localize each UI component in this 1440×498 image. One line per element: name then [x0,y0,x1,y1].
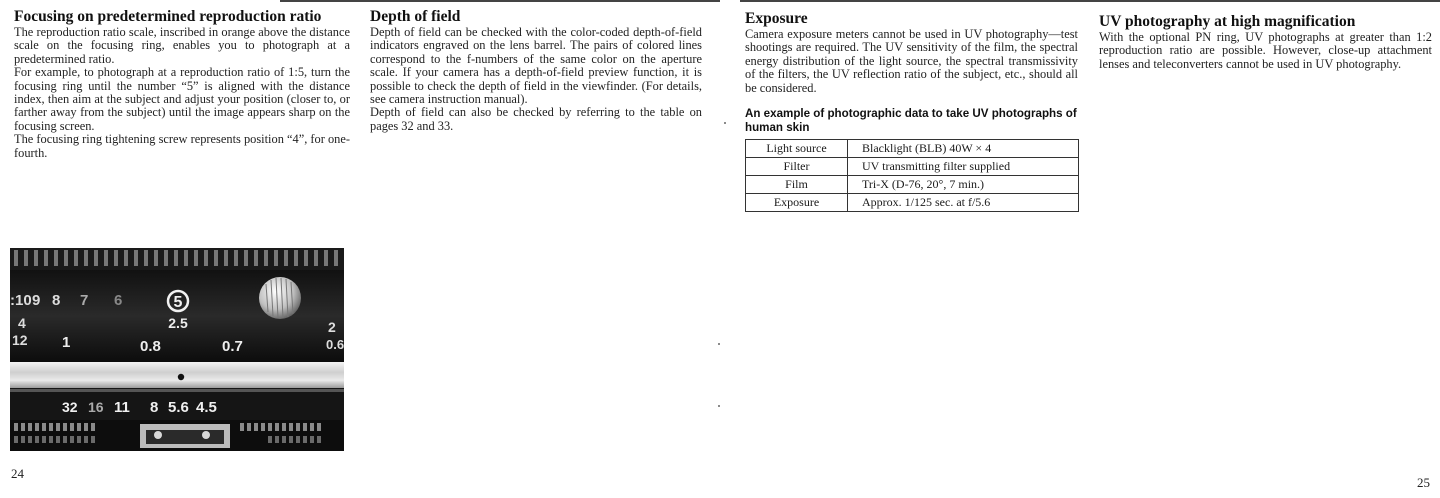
aperture-8: 8 [150,399,159,416]
ratio-mark-8: 8 [52,292,61,309]
section-depth-of-field [370,8,702,133]
table-row [746,194,1079,212]
left-mark-12: 12 [12,332,28,348]
section-uv-high-magnification [1099,13,1432,71]
prong-screw-left [154,431,162,439]
chrome-band [10,362,344,388]
table-value: UV transmitting filter supplied [848,158,1079,176]
example-data-title: An example of photographic data to take UV photographs of human skin [745,107,1077,135]
section-title-exposure: Exposure [745,10,808,27]
section-title-uv-high-magnification: UV photography at high magnification [1099,13,1356,30]
section-title-focusing: Focusing on predetermined reproduction ratio [14,8,322,25]
table-label: Exposure [746,194,848,212]
table-row [746,140,1079,158]
depth-paragraph-1: Depth of field can be checked with the color-coded depth-of-field indicators engraved on the lens barrel. The pairs of colored lines correspond to the f-numbers of the same color on the aperture scale. If your camera has a depth-of-field preview function, it is possible to check the depth of field in the viewfinder. (For details, see camera instruction manual). [370,25,702,107]
table-value: Approx. 1/125 sec. at f/5.6 [848,194,1079,212]
prong-screw-right [202,431,210,439]
aperture-32: 32 [62,399,78,415]
depth-paragraph-2: Depth of field can also be checked by referring to the table on pages 32 and 33. [370,105,702,133]
tightening-screw-knob [259,277,301,319]
circled-mark-5: 5 [173,294,183,311]
page-number-right: 25 [1417,475,1430,490]
page-number-left: 24 [11,466,24,481]
table-label: Light source [746,140,848,158]
scan-speck [718,343,720,345]
ratio-mark-10: :10 [10,292,32,309]
focusing-paragraph-3: The focusing ring tightening screw represents position “4”, for one-fourth. [14,132,350,160]
aperture-4-5: 4.5 [196,399,217,416]
ratio-mark-7: 7 [80,292,89,309]
table-value: Blacklight (BLB) 40W × 4 [848,140,1079,158]
top-rule-right [740,0,1440,2]
right-mark-2: 2 [328,319,336,335]
aperture-16: 16 [88,399,104,415]
lens-barrel-photo [10,248,344,451]
distance-0-7: 0.7 [222,338,243,355]
left-mark-4: 4 [18,315,26,331]
ratio-mark-9: 9 [32,292,41,309]
scan-speck [724,122,726,124]
aperture-11: 11 [114,399,130,416]
table-label: Filter [746,158,848,176]
distance-2-5: 2.5 [168,315,188,331]
exposure-paragraph: Camera exposure meters cannot be used in UV photography—test shootings are required. The UV sensitivity of the film, the spectral energy distribution of the light source, the spectral transmissivity of the filters, the UV reflection ratio of the subject, etc., should all be considered. [745,27,1078,95]
uv-high-mag-paragraph: With the optional PN ring, UV photographs at greater than 1:2 reproduction ratio are possible. However, close-up attachment lenses and teleconverters cannot be used in UV photography. [1099,30,1432,71]
ratio-mark-6: 6 [114,292,123,309]
section-exposure [745,10,1078,212]
right-mark-0-6: 0.6 [326,337,344,352]
distance-1: 1 [62,334,71,351]
top-rule-left [280,0,720,2]
aperture-ring-highlight [10,389,344,392]
section-focusing [14,8,350,160]
table-label: Film [746,176,848,194]
table-row [746,176,1079,194]
distance-0-8: 0.8 [140,338,161,355]
table-row [746,158,1079,176]
section-title-depth-of-field: Depth of field [370,8,461,25]
table-value: Tri-X (D-76, 20°, 7 min.) [848,176,1079,194]
aperture-5-6: 5.6 [168,399,189,416]
focusing-paragraph-2: For example, to photograph at a reproduction ratio of 1:5, turn the focusing ring until the number “5” is aligned with the distance index, then aim at the subject and adjust your position (closer to, or farther away from the subject) until the image appears sharp on the focusing screen. [14,65,350,133]
scan-speck [718,405,720,407]
uv-data-table [745,139,1079,212]
distance-index-dot [178,374,184,380]
focusing-paragraph-1: The reproduction ratio scale, inscribed in orange above the distance scale on the focusing ring, enables you to photograph at a predetermined ratio. [14,25,350,66]
